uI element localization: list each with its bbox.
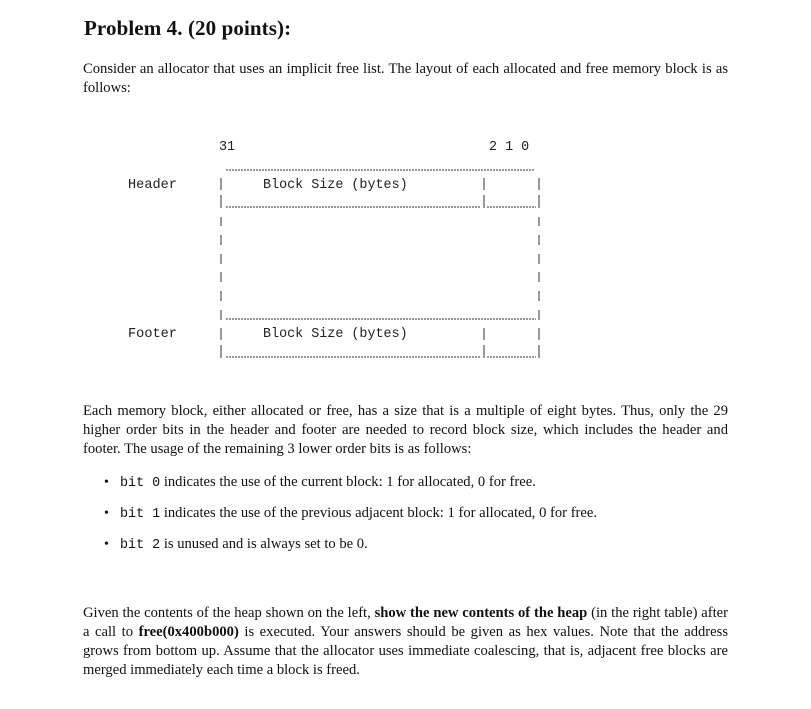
question-bold-2: free(0x400b000) (138, 624, 239, 640)
list-item (104, 474, 536, 491)
footer-label: Footer (128, 327, 177, 342)
question-bold-1: show the new contents of the heap (374, 605, 588, 621)
bit-code: bit 0 (120, 476, 161, 491)
bit-description: indicates the use of the previous adjacent block: 1 for allocated, 0 for free. (160, 505, 598, 521)
question-paragraph (83, 604, 728, 680)
list-item (104, 536, 368, 553)
bit-description: indicates the use of the current block: 1 for allocated, 0 for free. (160, 474, 536, 490)
bullet-icon: • (104, 506, 109, 521)
bullet-icon: • (104, 475, 109, 490)
bit-31-label: 31 (219, 140, 236, 155)
question-text-3: is executed. Your answers should be given as hex values. Note that the address grows from bottom up. Assume that the allocator uses immediate coalescing, that is, adjacent free blocks are merged immediately each time a block is freed. (83, 624, 728, 678)
bit-code: bit 1 (120, 507, 161, 522)
size-paragraph: Each memory block, either allocated or free, has a size that is a multiple of eight bytes. Thus, only the 29 higher order bits in the header and footer are needed to record block size, which includes the header and footer. The usage of the remaining 3 lower order bits is as follows: (83, 403, 728, 457)
header-field-text: Block Size (bytes) (263, 178, 408, 193)
problem-title: Problem 4. (20 points): (84, 16, 292, 40)
intro-paragraph: Consider an allocator that uses an implicit free list. The layout of each allocated and free memory block is as follows: (83, 61, 728, 96)
bits-low-label: 2 1 0 (489, 140, 530, 155)
list-item (104, 505, 597, 522)
header-label: Header (128, 178, 177, 193)
footer-field-text: Block Size (bytes) (263, 327, 408, 342)
question-text-1: Given the contents of the heap shown on the left, (83, 605, 375, 621)
bit-code: bit 2 (120, 538, 161, 553)
bit-description: is unused and is always set to be 0. (160, 536, 368, 552)
question-text-2: (in the right table) after a call to (83, 605, 728, 640)
bullet-icon: • (104, 537, 109, 552)
